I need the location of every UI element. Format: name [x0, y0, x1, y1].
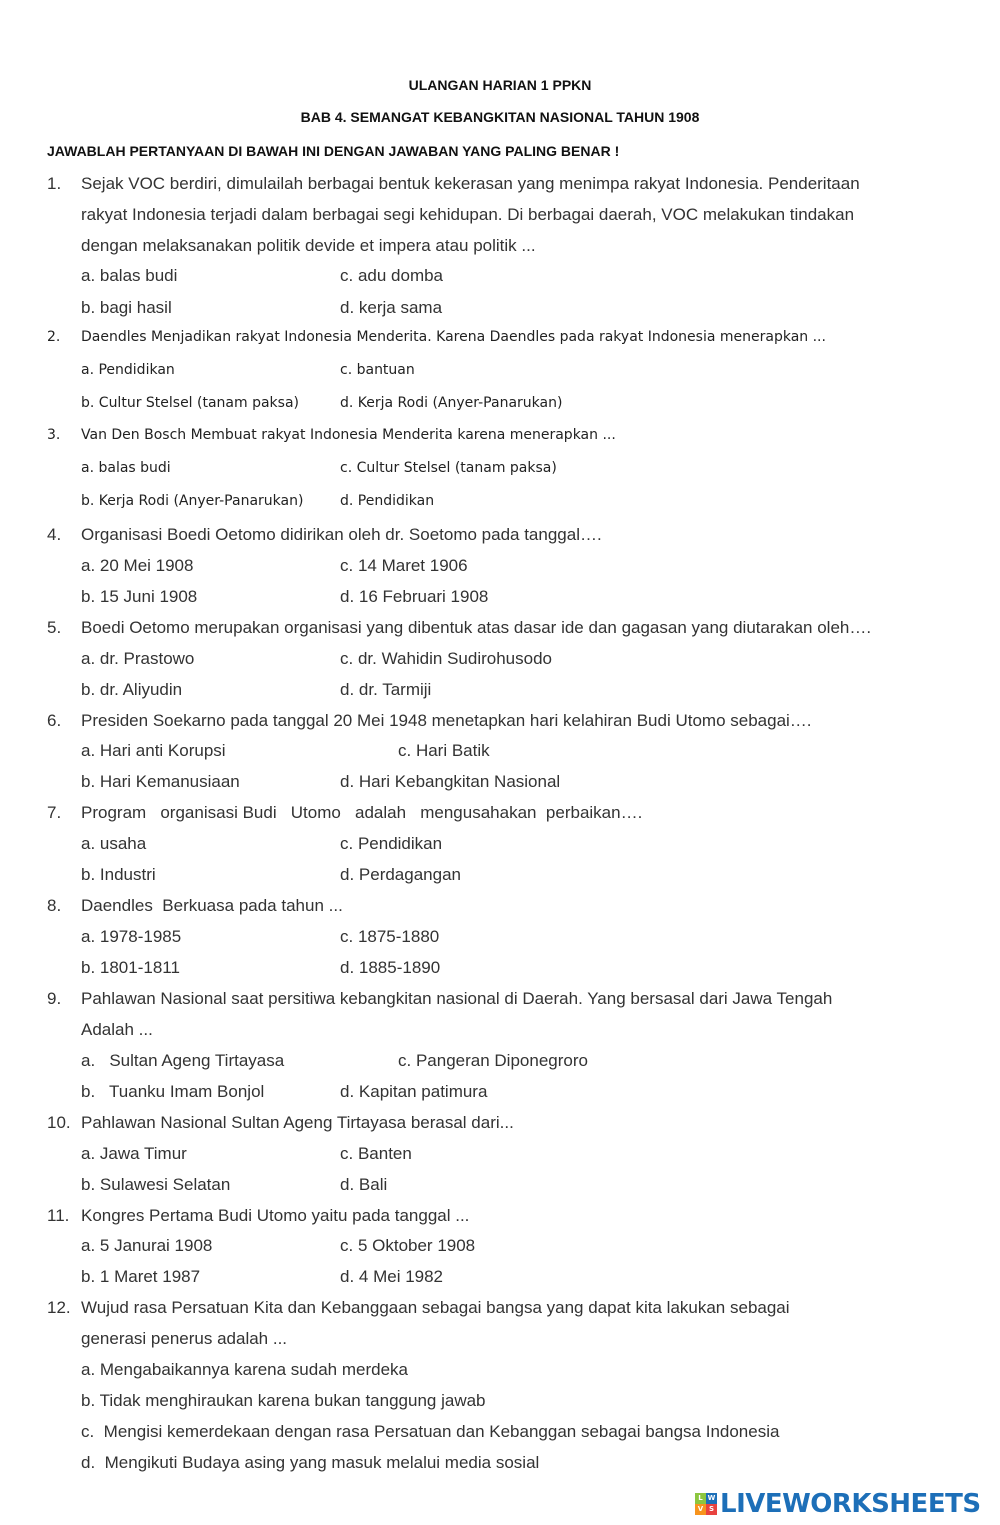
logo-mark-cell: V	[695, 1504, 706, 1515]
option-b[interactable]: b. dr. Aliyudin	[81, 680, 183, 699]
chapter-title: BAB 4. SEMANGAT KEBANGKITAN NASIONAL TAHUN 1908	[300, 109, 700, 125]
option-b[interactable]: b. Tidak menghiraukan karena bukan tanggung jawab	[81, 1391, 486, 1410]
option-c[interactable]: c. Cultur Stelsel (tanam paksa)	[340, 460, 557, 476]
question-text: generasi penerus adalah ...	[81, 1329, 288, 1348]
option-b[interactable]: b. Hari Kemanusiaan	[81, 772, 240, 791]
question-text: Sejak VOC berdiri, dimulailah berbagai bentuk kekerasan yang menimpa rakyat Indonesia. Penderitaan	[81, 174, 860, 193]
logo-mark-cell: S	[706, 1504, 717, 1515]
option-a[interactable]: a. balas budi	[81, 266, 178, 285]
option-b[interactable]: b. 15 Juni 1908	[81, 587, 198, 606]
option-c[interactable]: c. dr. Wahidin Sudirohusodo	[340, 649, 552, 668]
option-b[interactable]: b. bagi hasil	[81, 298, 172, 317]
option-d[interactable]: d. Perdagangan	[340, 865, 461, 884]
question-text: Van Den Bosch Membuat rakyat Indonesia Menderita karena menerapkan ...	[81, 427, 616, 443]
liveworksheets-logo	[695, 1489, 981, 1519]
liveworksheets-mark-icon	[695, 1493, 717, 1515]
option-c[interactable]: c. Hari Batik	[398, 741, 490, 760]
question-text: Daendles Menjadikan rakyat Indonesia Menderita. Karena Daendles pada rakyat Indonesia menerapkan ...	[81, 329, 826, 345]
option-b[interactable]: b. Sulawesi Selatan	[81, 1175, 231, 1194]
option-d[interactable]: d. Kerja Rodi (Anyer-Panarukan)	[340, 395, 563, 411]
option-c[interactable]: c. adu domba	[340, 266, 444, 285]
question-number: 5.	[47, 618, 62, 637]
question-number: 1.	[47, 174, 62, 193]
option-d[interactable]: d. 4 Mei 1982	[340, 1267, 444, 1286]
question-number: 8.	[47, 896, 62, 915]
question-number: 11.	[47, 1206, 70, 1225]
question-text: Wujud rasa Persatuan Kita dan Kebanggaan sebagai bangsa yang dapat kita lakukan sebagai	[81, 1298, 790, 1317]
option-d[interactable]: d. dr. Tarmiji	[340, 680, 432, 699]
question-text: Pahlawan Nasional Sultan Ageng Tirtayasa berasal dari...	[81, 1113, 514, 1132]
logo-mark-cell: W	[707, 1494, 716, 1502]
option-c[interactable]: c. Pangeran Diponegroro	[398, 1051, 588, 1070]
option-a[interactable]: a. balas budi	[81, 460, 171, 476]
option-d[interactable]: d. kerja sama	[340, 298, 443, 317]
question-text: rakyat Indonesia terjadi dalam berbagai segi kehidupan. Di berbagai daerah, VOC melakukan tindakan	[81, 205, 855, 224]
option-d[interactable]: d. Kapitan patimura	[340, 1082, 488, 1101]
option-d[interactable]: d. 1885-1890	[340, 958, 441, 977]
logo-mark-cell: L	[695, 1493, 706, 1504]
option-a[interactable]: a. Jawa Timur	[81, 1144, 187, 1163]
option-a[interactable]: a. 1978-1985	[81, 927, 182, 946]
option-d[interactable]: d. Bali	[340, 1175, 388, 1194]
option-c[interactable]: c. Banten	[340, 1144, 412, 1163]
option-b[interactable]: b. Tuanku Imam Bonjol	[81, 1082, 265, 1101]
question-number: 6.	[47, 711, 62, 730]
option-c[interactable]: c. Mengisi kemerdekaan dengan rasa Persatuan dan Kebanggan sebagai bangsa Indonesia	[81, 1422, 780, 1441]
question-number: 12.	[47, 1298, 71, 1317]
option-b[interactable]: b. 1801-1811	[81, 958, 180, 977]
option-a[interactable]: a. Pendidikan	[81, 362, 175, 378]
logo-text: LIVEWORKSHEETS	[720, 1489, 981, 1519]
option-b[interactable]: b. 1 Maret 1987	[81, 1267, 201, 1286]
option-c[interactable]: c. 1875-1880	[340, 927, 440, 946]
question-text: dengan melaksanakan politik devide et impera atau politik ...	[81, 236, 536, 255]
option-a[interactable]: a. Mengabaikannya karena sudah merdeka	[81, 1360, 408, 1379]
option-b[interactable]: b. Kerja Rodi (Anyer-Panarukan)	[81, 493, 304, 509]
question-number: 4.	[47, 525, 62, 544]
question-text: Program organisasi Budi Utomo adalah mengusahakan perbaikan….	[81, 803, 643, 822]
question-number: 9.	[47, 989, 62, 1008]
option-a[interactable]: a. 5 Janurai 1908	[81, 1236, 213, 1255]
option-a[interactable]: a. Sultan Ageng Tirtayasa	[81, 1051, 285, 1070]
question-number: 2.	[47, 329, 61, 345]
option-a[interactable]: a. usaha	[81, 834, 147, 853]
option-a[interactable]: a. dr. Prastowo	[81, 649, 195, 668]
option-d[interactable]: d. Hari Kebangkitan Nasional	[340, 772, 561, 791]
option-c[interactable]: c. 14 Maret 1906	[340, 556, 468, 575]
option-b[interactable]: b. Cultur Stelsel (tanam paksa)	[81, 395, 299, 411]
option-a[interactable]: a. Hari anti Korupsi	[81, 741, 226, 760]
option-b[interactable]: b. Industri	[81, 865, 156, 884]
question-text: Pahlawan Nasional saat persitiwa kebangkitan nasional di Daerah. Yang bersasal dari Jawa Tengah	[81, 989, 833, 1008]
question-text: Boedi Oetomo merupakan organisasi yang dibentuk atas dasar ide dan gagasan yang diutarakan oleh….	[81, 618, 872, 637]
option-c[interactable]: c. Pendidikan	[340, 834, 443, 853]
option-d[interactable]: d. 16 Februari 1908	[340, 587, 489, 606]
question-text: Kongres Pertama Budi Utomo yaitu pada tanggal ...	[81, 1206, 470, 1225]
instructions: JAWABLAH PERTANYAAN DI BAWAH INI DENGAN JAWABAN YANG PALING BENAR !	[47, 143, 620, 159]
question-number: 10.	[47, 1113, 71, 1132]
question-number: 3.	[47, 427, 61, 443]
question-text: Adalah ...	[81, 1020, 153, 1039]
option-c[interactable]: c. 5 Oktober 1908	[340, 1236, 476, 1255]
option-c[interactable]: c. bantuan	[340, 362, 415, 378]
question-text: Organisasi Boedi Oetomo didirikan oleh dr. Soetomo pada tanggal….	[81, 525, 602, 544]
question-text: Presiden Soekarno pada tanggal 20 Mei 1948 menetapkan hari kelahiran Budi Utomo sebagai….	[81, 711, 812, 730]
option-d[interactable]: d. Mengikuti Budaya asing yang masuk melalui media sosial	[81, 1453, 540, 1472]
question-text: Daendles Berkuasa pada tahun ...	[81, 896, 343, 915]
option-d[interactable]: d. Pendidikan	[340, 493, 435, 509]
question-number: 7.	[47, 803, 62, 822]
worksheet-title: ULANGAN HARIAN 1 PPKN	[408, 77, 592, 93]
option-a[interactable]: a. 20 Mei 1908	[81, 556, 194, 575]
